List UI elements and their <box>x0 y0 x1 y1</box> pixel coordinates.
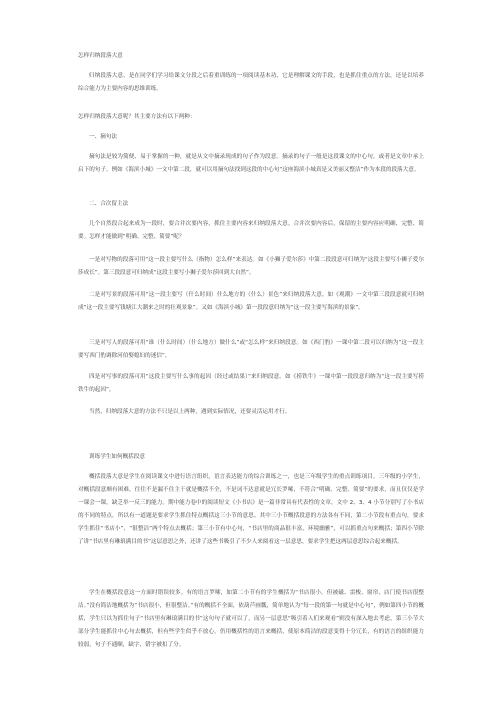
errors-paragraph: 学生在概括段意这一方面时错误较多。有的语言罗嗦，如第二小节有的学生概括为“书店很小，但被磁、雷梭、窗帘、店门使书店很整洁。”没有简洁地概括为“书店很小，但很整洁。”有的概括不全面，依葫芦画瓢，简单地认为“每一段的第一句就是中心句”，例如第四小节的概括，学生只以为抓住句子“书店里有琳琅满目的书”这句句子就可以了，而另一层意思“吸引着人们来观看”则没有深入地去考虑，第三小节大部分学生能抓住中心句去概括，但有些学生似乎不放心，仍用概括性的语言来概括，使原本简洁的段意变得十分冗长，有的语言的组织能力较弱，句子不通顺，缺字，错字被扣了分。 <box>78 590 424 648</box>
methods-question: 怎样归纳段落大意呢？其主要方法有以下两种： <box>78 114 196 120</box>
things-paragraph: 一是对写物的段落可用“这一段主要写什么（指物）怎么样”来表达。如《小狮子爱尔莎》中第二段段意可归纳为“这段主要写小狮子爱尔莎成长”。第三段段意可归纳成“这段主要写小狮子爱尔莎回到大自然”。 <box>78 257 424 276</box>
events-paragraph: 四是对写事的段落可用“这段主要写什么事的起因（经过或结果）”来归纳段意。如《捞铁牛》一课中第一段段意归纳为“这一段主要写捞铁牛的起因”。 <box>78 374 424 393</box>
title-summarize-paragraph: 怎样归纳段落大意 <box>78 53 123 59</box>
scenery-paragraph: 二是对写景的段落可用“这一段主要写（什么时间）什么地方的（什么）景色”来归纳段落大意。如《观潮》一文中第三段段意就可归纳成“这一段主要写钱塘江大潮来之时的壮观景象”。又如《海滨小城》第一段段意归纳为“这一段主要写海滨的景象”。 <box>78 292 424 311</box>
title-training-students: 训练学生如何概括段意 <box>89 454 145 460</box>
heading-merge-method: 二、合次留主法 <box>89 201 129 207</box>
conclusion-paragraph: 当然，归纳段落大意的方法不只是以上两种，遇到实际情况，还要灵活运用才行。 <box>89 409 291 415</box>
extract-method-paragraph: 摘句法是较为简便、易于掌握的一种，就是从文中摘录现成的句子作为段意。摘录的句子一般是这段课文的中心句，或者是文章中承上启下的句子。例如《海滨小城》一文中第二段，就可以用摘句法找到这段的中心句“这座海滨小城真是又美丽又整洁”作为本段的段落大意。 <box>78 154 424 173</box>
intro-paragraph: 归纳段落大意，是在同学们学习给课文分段之后着重训练的一项阅读基本功，它是理解课文的手段，也是抓住重点的方法，还是以培养综合能力为主要内容的思维训练。 <box>78 73 424 92</box>
training-paragraph: 概括段落大意是学生在阅读课文中进行语言组织，语言表达能力的综合训练之一，也是三年级学生的重点训练项目。三年级的小学生，对概括段意颇有困难，往往不是漏不住主干就是概括不全，不是词不达意就是冗长罗嗦，不符合“明确、完整、简要”的要求，而且仅仅是学一课会一课，缺乏举一反三的能力。期中能力卷中的阅读短文《小书店》是一篇非常具有代表性的文章，文中 2、3、4 小节分别写了小书店的不同的特点，所以有一道题是要求学生抓住特点概括这三小节的意思。其中三小节概括段意的方法各有不同，第二小节段有重点句，要求学生抓住“书店小”、“很整洁”两个特点去概括；第三小节有中心句，“书店里的商品很丰富，环境幽雅”，可以抓重点句来概括；第四小节除了讲“书店里有琳琅满目的书”这层意思之外，还讲了这些书吸引了不少人来阅看这一层意思，要求学生把这两层意思综合起来概括。 <box>78 474 424 545</box>
merge-method-paragraph: 几个自然段合起来成为一段时，要合并次要内容，抓住主要内容来归纳段落大意。合并次要内容后，保留的主要内容应明确、完整、简要。怎样才能做到“明确、完整、简要”呢？ <box>78 221 424 240</box>
people-paragraph: 三是对写人的段落可用“谁（什么时间）（什么地方）做什么”或“怎么样”来归纳段意。如《西门豹》一课中第二段可以归纳为“这一段主要写西门豹调除河伯娶媳妇的迷信”。 <box>78 340 424 359</box>
heading-extract-method: 一、摘句法 <box>89 134 117 140</box>
